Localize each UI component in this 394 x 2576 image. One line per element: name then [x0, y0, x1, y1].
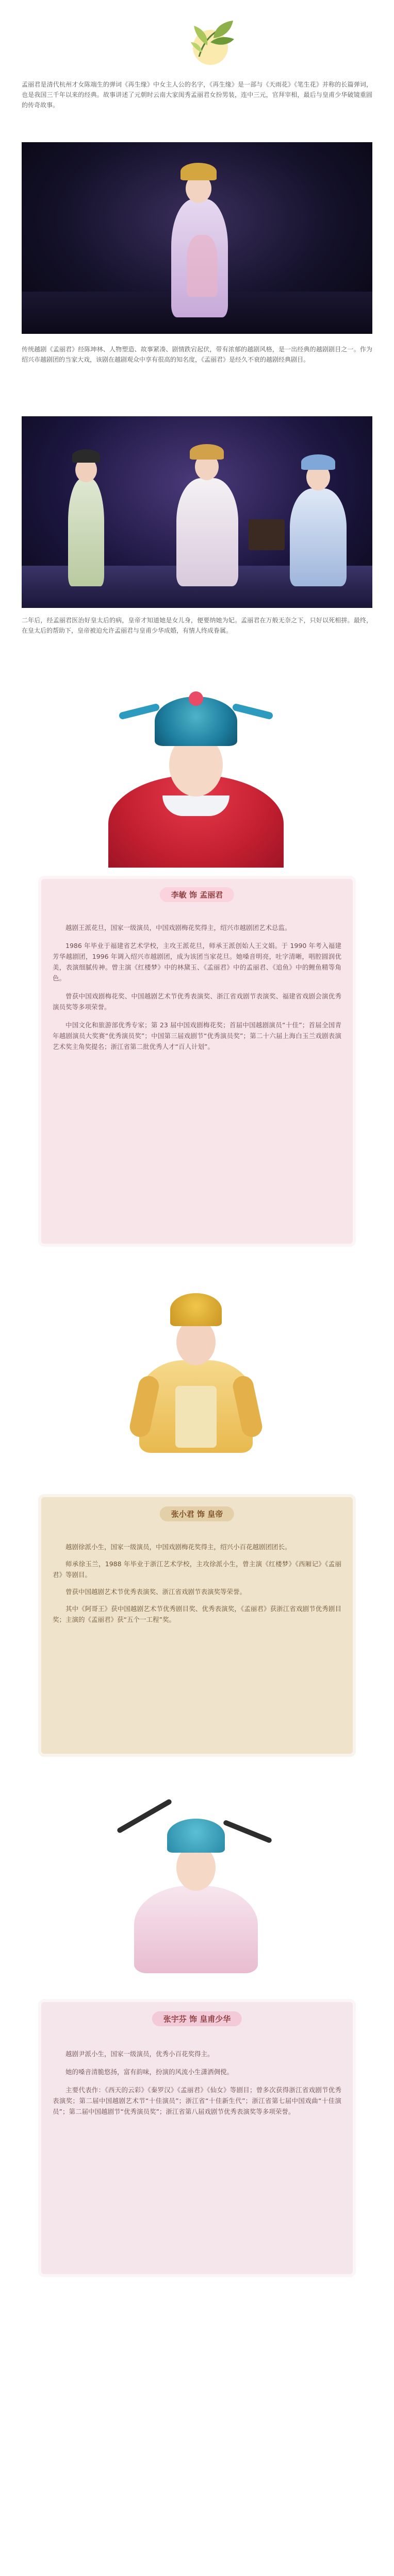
synopsis-paragraph: 传统越剧《孟丽君》经陈坤林、人物塑造、故事紧凑、剧情跌宕起伏，带有浓郁的越剧风格，是一出经典的越剧剧目之一。作为绍兴市越剧团的当家大戏，该剧在越剧观众中享有很高的知名度，《孟丽君》是经久不衰的越剧经典剧目。: [22, 346, 372, 363]
header-decoration: [0, 0, 394, 72]
card-paragraph: 中国文化和旅游部优秀专家；第 23 届中国戏剧梅花奖；首届中国越剧演员“十佳”；首届全国青年越剧演员大奖赛“优秀演员奖”；中国第三届戏剧节“优秀演员奖”；第二十六届上海白玉兰戏剧表演艺术奖主角奖提名；浙江省第二批优秀人才“百人计划”。: [53, 1021, 341, 1050]
card-paragraph: 师承徐玉兰，1988 年毕业于浙江艺术学校，主攻徐派小生，曾主演《红楼梦》《西厢记》《孟丽君》等剧目。: [53, 1560, 341, 1579]
intro-card-li-min: [38, 876, 356, 1247]
plot-paragraph: 二年后，经孟丽君医治好皇太后的病，皇帝才知道她是女儿身，便要纳她为妃。孟丽君在万般无奈之下，只好以死相拼。最终，在皇太后的帮助下，皇帝被迫允许孟丽君与皇甫少华成婚，有情人终成眷属。: [22, 617, 372, 634]
stage-photo-1: [22, 142, 372, 334]
card-paragraph: 她的嗓音清脆悠扬，富有韵味，扮演的风流小生潇洒倜傥。: [65, 2068, 234, 2076]
card-title-li-min: 李敏 饰 孟丽君: [160, 887, 234, 902]
card-body-li-min: [53, 922, 341, 1059]
card-paragraph: 其中《阿哥王》获中国越剧艺术节优秀剧目奖、优秀表演奖，《孟丽君》获浙江省戏剧节优秀剧目奖；主演的《孟丽君》获“五个一工程”奖。: [53, 1605, 341, 1623]
intro-paragraph: 孟丽君是清代杭州才女陈端生的弹词《再生缘》中女主人公的名字，《再生缘》是一部与《天雨花》《笔生花》并称的长篇弹词，也是我国三千年以来的经典。故事讲述了元朝时云南大家闺秀孟丽君女扮男装，连中三元，官拜宰相，最后与皇甫少华破镜重圆的传奇故事。: [22, 81, 372, 109]
card-body-zhang-xiaojun: [53, 1541, 341, 1631]
portrait-li-min: [77, 687, 315, 868]
card-title-zhang-xiaojun: 张小君 饰 皇帝: [160, 1506, 234, 1521]
portrait-zhang-yufen: [103, 1798, 289, 1973]
card-body-zhang-yufen: [53, 2048, 341, 2124]
card-title-zhang-yufen: 张宇芬 饰 皇甫少华: [152, 2011, 242, 2026]
portrait-zhang-xiaojun: [119, 1283, 273, 1453]
card-paragraph: 越剧尹派小生，国家一级演员，优秀小百花奖得主。: [65, 2050, 214, 2058]
card-paragraph: 曾获中国戏剧梅花奖、中国越剧艺术节优秀表演奖、浙江省戏剧节表演奖、福建省戏剧会演优秀演员奖等多项荣誉。: [53, 992, 341, 1011]
leaf-logo-icon: [184, 15, 240, 67]
pink-robe: [134, 1886, 258, 1973]
intro-card-zhang-xiaojun: [38, 1494, 356, 1757]
card-paragraph: 曾获中国越剧艺术节优秀表演奖、浙江省戏剧节表演奖等荣誉。: [65, 1588, 247, 1596]
card-paragraph: 主要代表作：《西天的云彩》《秦罗汉》《孟丽君》《仙女》等剧目；曾多次获得浙江省戏剧节优秀表演奖；第二届中国越剧艺术节“十佳演员”；浙江省“十佳新生代”；浙江省第七届中国戏曲“十佳演员”；第二届中国越剧节“优秀演员奖”；浙江省第八届戏剧节优秀表演奖等多项荣誉。: [53, 2086, 341, 2115]
card-paragraph: 越剧徐派小生，国家一级演员，中国戏剧梅花奖得主，绍兴小百花越剧团团长。: [65, 1543, 291, 1551]
stage-photo-2: [22, 416, 372, 608]
card-paragraph: 越剧王派花旦，国家一级演员，中国戏剧梅花奖得主，绍兴市越剧团艺术总监。: [65, 924, 291, 931]
intro-card-zhang-yufen: [38, 1999, 356, 2277]
card-paragraph: 1986 年毕业于福建省艺术学校，主攻王派花旦，师承王派创始人王文娟。于 1990 年考入福建芳华越剧团，1996 年调入绍兴市越剧团，成为该团当家花旦。她嗓音明亮，吐字清晰，唱腔圆润优美，表演细腻传神。曾主演《红楼梦》中的林黛玉、《孟丽君》中的孟丽君、《追鱼》中的鲤鱼精等角色。: [53, 942, 341, 982]
